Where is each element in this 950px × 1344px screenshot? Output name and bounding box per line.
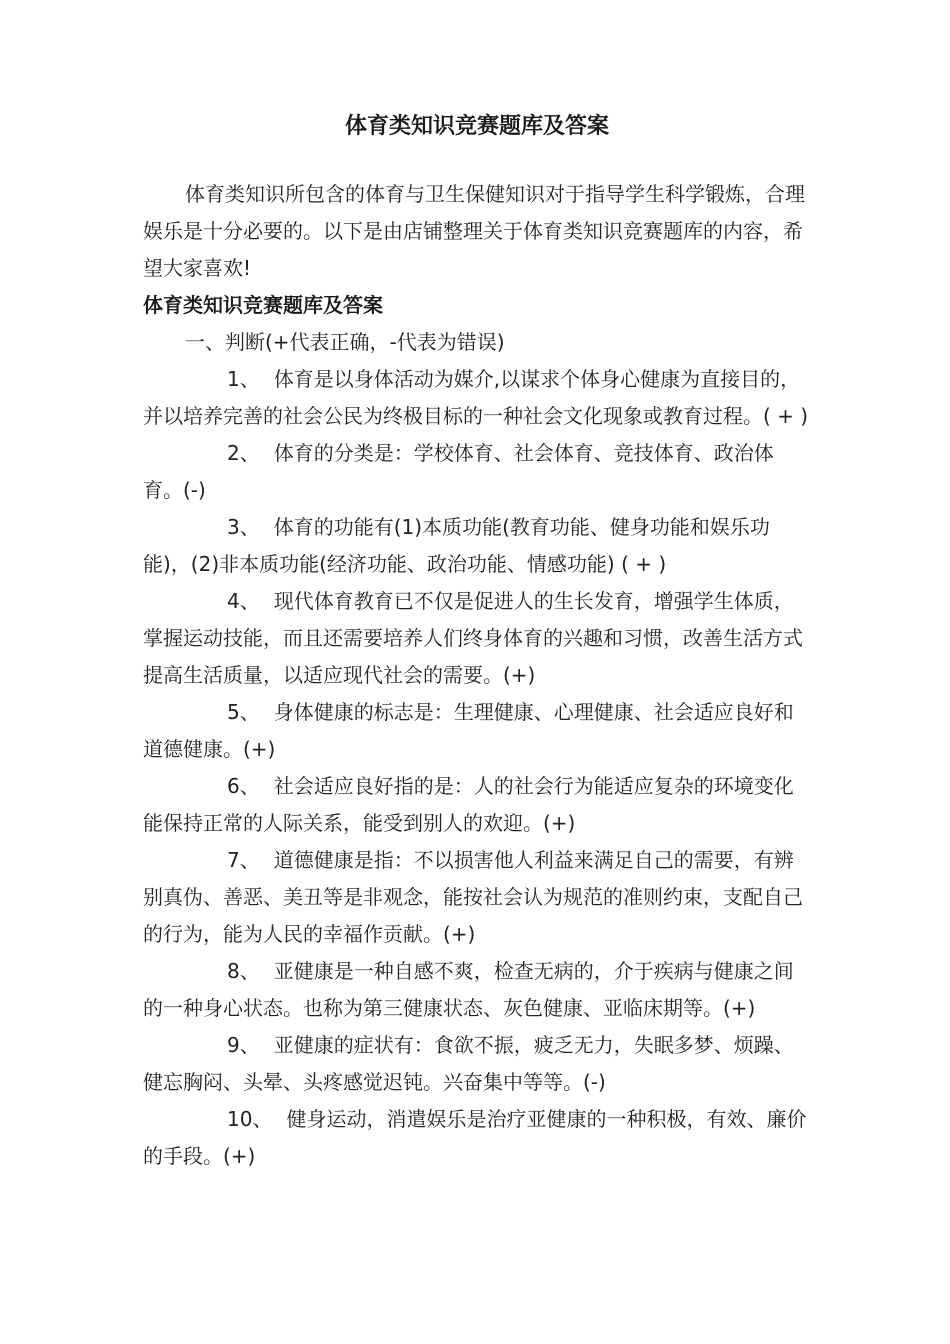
question-number: 4、 bbox=[227, 589, 260, 613]
question-number: 2、 bbox=[227, 441, 260, 465]
question-number: 7、 bbox=[227, 848, 260, 872]
question-number: 3、 bbox=[227, 515, 260, 539]
question-item-2 bbox=[143, 435, 811, 509]
question-number: 10、 bbox=[227, 1107, 273, 1131]
question-text: 亚健康是一种自感不爽，检查无病的，介于疾病与健康之间的一种身心状态。也称为第三健康状态、灰色健康、亚临床期等。(+) bbox=[143, 959, 794, 1020]
question-number: 1、 bbox=[227, 367, 260, 391]
question-item-10 bbox=[143, 1101, 811, 1175]
question-text: 体育的分类是：学校体育、社会体育、竞技体育、政治体育。(-) bbox=[143, 441, 774, 502]
section-heading: 体育类知识竞赛题库及答案 bbox=[143, 293, 383, 317]
document-page bbox=[143, 108, 811, 1175]
subsection-heading: 一、判断(+代表正确，-代表为错误) bbox=[185, 330, 505, 354]
question-item-4 bbox=[143, 583, 811, 694]
question-number: 9、 bbox=[227, 1033, 260, 1057]
question-text: 道德健康是指：不以损害他人利益来满足自己的需要，有辨别真伪、善恶、美丑等是非观念，能按社会认为规范的准则约束，支配自己的行为，能为人民的幸福作贡献。(+) bbox=[143, 848, 803, 946]
question-item-9 bbox=[143, 1027, 811, 1101]
question-number: 5、 bbox=[227, 700, 260, 724]
question-item-3 bbox=[143, 509, 811, 583]
question-number: 8、 bbox=[227, 959, 260, 983]
question-item-6 bbox=[143, 768, 811, 842]
question-item-7 bbox=[143, 842, 811, 953]
question-text: 社会适应良好指的是：人的社会行为能适应复杂的环境变化能保持正常的人际关系，能受到别人的欢迎。(+) bbox=[143, 774, 794, 835]
question-list bbox=[143, 361, 811, 1175]
question-item-5 bbox=[143, 694, 811, 768]
question-text: 现代体育教育已不仅是促进人的生长发育，增强学生体质，掌握运动技能，而且还需要培养人们终身体育的兴趣和习惯，改善生活方式提高生活质量，以适应现代社会的需要。(+) bbox=[143, 589, 803, 687]
question-item-8 bbox=[143, 953, 811, 1027]
question-text: 亚健康的症状有：食欲不振，疲乏无力，失眠多梦、烦躁、健忘胸闷、头晕、头疼感觉迟钝。兴奋集中等等。(-) bbox=[143, 1033, 794, 1094]
question-text: 体育是以身体活动为媒介,以谋求个体身心健康为直接目的，并以培养完善的社会公民为终极目标的一种社会文化现象或教育过程。( + ) bbox=[143, 367, 809, 428]
question-text: 健身运动，消遣娱乐是治疗亚健康的一种积极，有效、廉价的手段。(+) bbox=[143, 1107, 807, 1168]
intro-paragraph: 体育类知识所包含的体育与卫生保健知识对于指导学生科学锻炼，合理娱乐是十分必要的。以下是由店铺整理关于体育类知识竞赛题库的内容，希望大家喜欢! bbox=[143, 182, 805, 280]
question-item-1 bbox=[143, 361, 811, 435]
question-text: 身体健康的标志是：生理健康、心理健康、社会适应良好和道德健康。(+) bbox=[143, 700, 794, 761]
question-text: 体育的功能有(1)本质功能(教育功能、健身功能和娱乐功能)，(2)非本质功能(经济功能、政治功能、情感功能) ( + ) bbox=[143, 515, 770, 576]
question-number: 6、 bbox=[227, 774, 260, 798]
document-title: 体育类知识竞赛题库及答案 bbox=[344, 114, 609, 139]
